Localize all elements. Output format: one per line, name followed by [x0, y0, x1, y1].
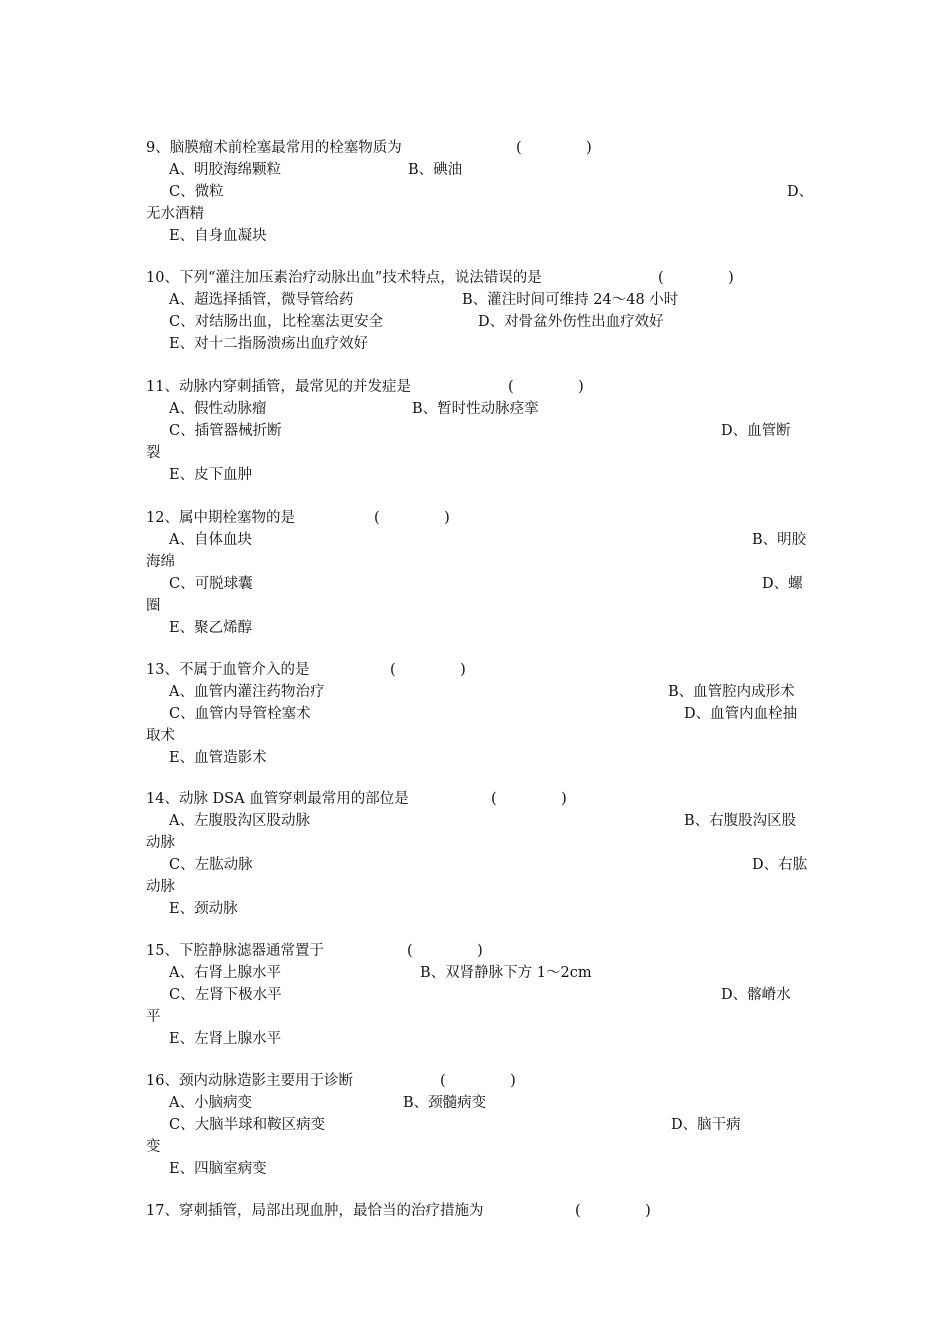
question-12-option-d: D、螺	[762, 576, 803, 592]
question-16-stem: 16、颈内动脉造影主要用于诊断	[146, 1073, 353, 1089]
question-12-answer-blank: ( )	[374, 510, 450, 526]
question-12-option-b-cont: 海绵	[146, 554, 175, 570]
question-13-stem: 13、不属于血管介入的是	[146, 662, 310, 678]
question-11-option-e: E、皮下血肿	[169, 467, 253, 483]
question-13-option-d-cont: 取术	[146, 728, 175, 744]
question-11-option-d: D、血管断	[721, 423, 791, 439]
question-11-option-d-cont: 裂	[146, 445, 161, 461]
question-9-stem: 9、脑膜瘤术前栓塞最常用的栓塞物质为	[146, 140, 402, 156]
question-13-option-a: A、血管内灌注药物治疗	[169, 684, 325, 700]
question-16-option-d: D、脑干病	[671, 1117, 741, 1133]
question-10-option-b: B、灌注时间可维持 24～48 小时	[462, 292, 679, 308]
question-9-option-c: C、微粒	[169, 184, 224, 200]
question-11-option-c: C、插管器械折断	[169, 423, 282, 439]
question-17-answer-blank: ( )	[575, 1203, 651, 1219]
question-9-option-a: A、明胶海绵颗粒	[169, 162, 281, 178]
question-15-option-c: C、左肾下极水平	[169, 987, 282, 1003]
question-16-option-c: C、大脑半球和鞍区病变	[169, 1117, 326, 1133]
question-12-option-b: B、明胶	[752, 532, 807, 548]
question-13-option-e: E、血管造影术	[169, 750, 267, 766]
question-10-option-e: E、对十二指肠溃疡出血疗效好	[169, 336, 369, 352]
question-14-option-e: E、颈动脉	[169, 901, 238, 917]
question-16-option-b: B、颈髓病变	[403, 1095, 487, 1111]
question-16-option-a: A、小脑病变	[169, 1095, 252, 1111]
question-12-option-c: C、可脱球囊	[169, 576, 253, 592]
question-10-option-d: D、对骨盆外伤性出血疗效好	[478, 314, 664, 330]
question-13-option-b: B、血管腔内成形术	[668, 684, 795, 700]
question-11-option-a: A、假性动脉瘤	[169, 401, 267, 417]
question-9-option-b: B、碘油	[408, 162, 463, 178]
question-14-option-b: B、右腹股沟区股	[684, 813, 797, 829]
question-14-option-d: D、右肱	[752, 857, 808, 873]
question-9-answer-blank: ( )	[516, 140, 592, 156]
question-15-option-a: A、右肾上腺水平	[169, 965, 281, 981]
question-14-option-d-cont: 动脉	[146, 879, 175, 895]
question-15-option-b: B、双肾静脉下方 1～2cm	[420, 965, 592, 981]
question-12-stem: 12、属中期栓塞物的是	[146, 510, 295, 526]
question-11-stem: 11、动脉内穿刺插管，最常见的并发症是	[146, 379, 411, 395]
question-17-stem: 17、穿刺插管，局部出现血肿，最恰当的治疗措施为	[146, 1203, 484, 1219]
question-10-answer-blank: ( )	[658, 270, 734, 286]
question-11-option-b: B、暂时性动脉痉挛	[412, 401, 539, 417]
question-14-answer-blank: ( )	[491, 791, 567, 807]
question-13-answer-blank: ( )	[390, 662, 466, 678]
question-15-answer-blank: ( )	[407, 943, 483, 959]
question-9-option-d-cont: 无水酒精	[146, 206, 204, 222]
question-15-option-d: D、髂嵴水	[721, 987, 791, 1003]
question-14-option-a: A、左腹股沟区股动脉	[169, 813, 310, 829]
question-16-answer-blank: ( )	[440, 1073, 516, 1089]
question-13-option-c: C、血管内导管栓塞术	[169, 706, 311, 722]
question-16-option-e: E、四脑室病变	[169, 1161, 267, 1177]
question-15-stem: 15、下腔静脉滤器通常置于	[146, 943, 324, 959]
question-14-stem: 14、动脉 DSA 血管穿刺最常用的部位是	[146, 791, 409, 807]
question-12-option-a: A、自体血块	[169, 532, 252, 548]
question-9-option-e: E、自身血凝块	[169, 228, 267, 244]
question-15-option-d-cont: 平	[146, 1009, 161, 1025]
question-11-answer-blank: ( )	[508, 379, 584, 395]
question-13-option-d: D、血管内血栓抽	[684, 706, 798, 722]
question-16-option-d-cont: 变	[146, 1139, 161, 1155]
question-10-option-a: A、超选择插管，微导管给药	[169, 292, 354, 308]
question-14-option-b-cont: 动脉	[146, 835, 175, 851]
question-10-option-c: C、对结肠出血，比栓塞法更安全	[169, 314, 384, 330]
question-12-option-d-cont: 圈	[146, 598, 161, 614]
question-15-option-e: E、左肾上腺水平	[169, 1031, 282, 1047]
question-14-option-c: C、左肱动脉	[169, 857, 253, 873]
question-10-stem: 10、下列“灌注加压素治疗动脉出血”技术特点，说法错误的是	[146, 270, 542, 286]
question-9-option-d: D、	[787, 184, 814, 200]
question-12-option-e: E、聚乙烯醇	[169, 620, 253, 636]
